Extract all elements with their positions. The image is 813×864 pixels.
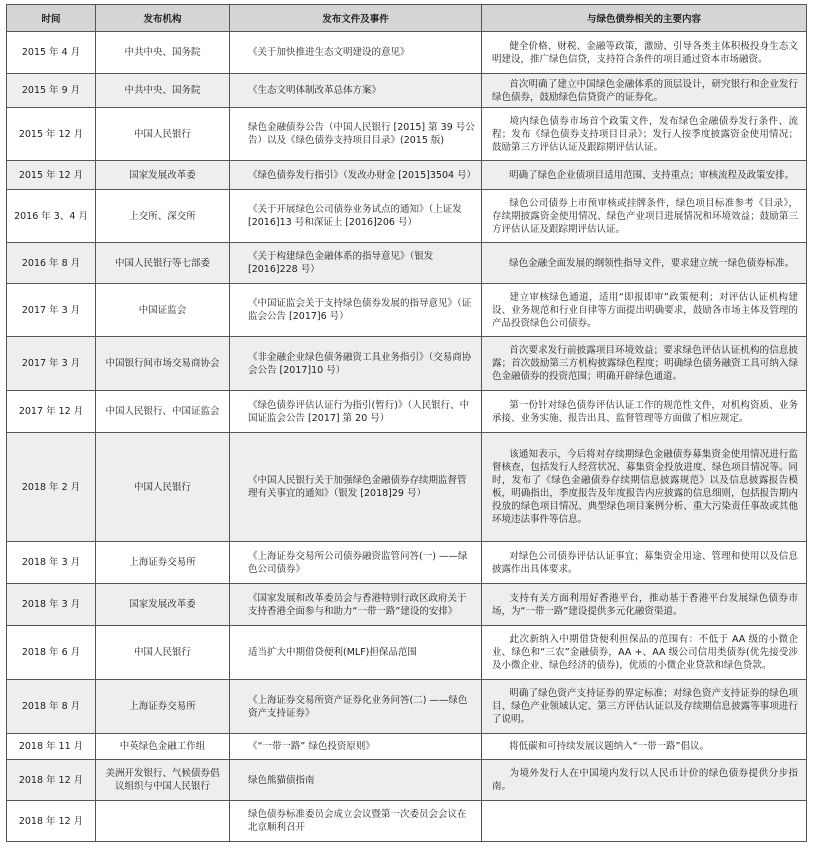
cell-time: 2018 年 11 月: [7, 734, 96, 760]
content-text: 为境外发行人在中国境内发行以人民币计价的绿色债券提供分步指南。: [492, 768, 798, 792]
cell-doc: 《非金融企业绿色债务融资工具业务指引》（交易商协会公告 [2017]10 号）: [230, 337, 482, 391]
content-text: 明确了绿色企业债项目适用范围、支持重点；审核流程及政策安排。: [509, 169, 795, 181]
cell-time: 2018 年 3 月: [7, 542, 96, 584]
cell-org: 中国人民银行: [96, 626, 230, 680]
cell-time: 2015 年 9 月: [7, 74, 96, 108]
cell-content: [482, 734, 807, 760]
table-row: [7, 74, 807, 108]
cell-doc: 《国家发展和改革委员会与香港特别行政区政府关于支持香港全面参与和助力“一带一路”建设的安排》: [230, 584, 482, 626]
cell-doc: 适当扩大中期借贷便利(MLF)担保品范围: [230, 626, 482, 680]
cell-time: 2017 年 3 月: [7, 337, 96, 391]
cell-doc: 《上海证券交易所资产证券化业务问答(二) ——绿色资产支持证券》: [230, 680, 482, 734]
cell-doc: 《绿色债券评估认证行为指引(暂行)》（人民银行、中国证监会公告 [2017] 第 20 号）: [230, 391, 482, 433]
cell-doc: 《绿色债券发行指引》（发改办财金 [2015]3504 号）: [230, 161, 482, 190]
cell-doc: 《“一带一路” 绿色投资原则》: [230, 734, 482, 760]
content-text: 绿色金融全面发展的纲领性指导文件，要求建立统一绿色债券标准。: [509, 257, 795, 269]
content-text: 绿色公司债券上市预审核或挂牌条件，绿色项目标准参考《目录》，存续期披露资金使用情况、绿色产业项目进展情况和环境效益；鼓励第三方评估认证及跟踪期评估认证。: [492, 197, 798, 235]
content-text: 对绿色公司债券评估认证事宜；募集资金用途、管理和使用以及信息披露作出具体要求。: [492, 550, 798, 575]
cell-content: [482, 391, 807, 433]
cell-doc: 《中国证监会关于支持绿色债券发展的指导意见》（证监会公告 [2017]6 号）: [230, 284, 482, 337]
header-time: 时间: [7, 5, 96, 32]
cell-content: [482, 284, 807, 337]
table-row: [7, 680, 807, 734]
table-row: [7, 734, 807, 760]
cell-content: [482, 801, 807, 842]
cell-doc: 《生态文明体制改革总体方案》: [230, 74, 482, 108]
cell-content: [482, 433, 807, 542]
content-text: 健全价格、财税、金融等政策，激励、引导各类主体积极投身生态文明建设，推广绿色信贷，支持符合条件的项目通过资本市场融资。: [492, 40, 798, 65]
content-text: 此次新纳入中期借贷便利担保品的范围有：不低于 AA 级的小微企业、绿色和“三农”金融债券，AA +、AA 级公司信用类债券(优先接受涉及小微企业、绿色经济的债券)，优质的小微企业贷款和绿色贷款。: [492, 634, 798, 671]
table-row: [7, 108, 807, 161]
content-text: 该通知表示，今后将对存续期绿色金融债券募集资金使用情况进行监督核查，包括发行人经营状况、募集资金投放进度、绿色项目情况等。同时，发布了《绿色金融债券存续期信息披露规范》以及信息披露报告模板，明确指出，季度报告及年度报告内应披露的信息细则，包括报告期内投放的绿色项目情况、典型绿色项目案例分析、重大污染责任事故或其他环境违法事件等信息。: [492, 449, 798, 525]
cell-time: 2018 年 2 月: [7, 433, 96, 542]
cell-time: 2015 年 4 月: [7, 32, 96, 74]
cell-content: [482, 243, 807, 284]
cell-content: [482, 74, 807, 108]
cell-time: 2015 年 12 月: [7, 161, 96, 190]
cell-doc: 《关于加快推进生态文明建设的意见》: [230, 32, 482, 74]
content-text: 首次要求发行前披露项目环境效益；要求绿色评估认证机构的信息披露；首次鼓励第三方机构披露绿色程度；明确绿色债务融资工具可纳入绿色金融债券的投资范围；明确开辟绿色通道。: [492, 345, 798, 382]
content-text: 支持有关方面利用好香港平台，推动基于香港平台发展绿色债券市场，为“一带一路”建设提供多元化融资渠道。: [492, 592, 798, 617]
cell-doc: 绿色熊猫债指南: [230, 760, 482, 801]
table-row: [7, 584, 807, 626]
cell-time: 2018 年 6 月: [7, 626, 96, 680]
cell-org: 上海证券交易所: [96, 680, 230, 734]
cell-time: 2016 年 8 月: [7, 243, 96, 284]
green-bond-policy-table: [6, 4, 807, 842]
cell-doc: 《关于开展绿色公司债券业务试点的通知》（上证发 [2016]13 号和深证上 [2016]206 号）: [230, 190, 482, 243]
cell-doc: 《中国人民银行关于加强绿色金融债券存续期监督管理有关事宜的通知》（银发 [2018]29 号）: [230, 433, 482, 542]
cell-content: [482, 584, 807, 626]
cell-time: 2018 年 8 月: [7, 680, 96, 734]
cell-org: 美洲开发银行、气候债券倡议组织与中国人民银行: [96, 760, 230, 801]
cell-doc: 《关于构建绿色金融体系的指导意见》（银发 [2016]228 号）: [230, 243, 482, 284]
cell-org: 中国人民银行: [96, 108, 230, 161]
cell-content: [482, 190, 807, 243]
cell-time: 2017 年 3 月: [7, 284, 96, 337]
header-doc: 发布文件及事件: [230, 5, 482, 32]
table-row: [7, 542, 807, 584]
content-text: 境内绿色债券市场首个政策文件，发布绿色金融债券发行条件、流程；发布《绿色债券支持项目目录》；发行人按季度披露资金使用情况；鼓励第三方评估认证及跟踪期评估认证。: [492, 115, 798, 153]
cell-org: 中共中央、国务院: [96, 74, 230, 108]
cell-doc: 《上海证券交易所公司债券融资监管问答(一) ——绿色公司债券》: [230, 542, 482, 584]
cell-org: 中国银行间市场交易商协会: [96, 337, 230, 391]
cell-content: [482, 108, 807, 161]
table-row: [7, 337, 807, 391]
content-text: 将低碳和可持续发展议题纳入“一带一路”倡议。: [509, 741, 709, 752]
cell-org: 上海证券交易所: [96, 542, 230, 584]
cell-time: 2018 年 3 月: [7, 584, 96, 626]
table-row: [7, 161, 807, 190]
cell-org: 国家发展改革委: [96, 584, 230, 626]
table-row: [7, 391, 807, 433]
cell-org: 上交所、深交所: [96, 190, 230, 243]
cell-content: [482, 760, 807, 801]
cell-doc: 绿色金融债券公告（中国人民银行 [2015] 第 39 号公告）以及《绿色债券支持项目目录》(2015 版): [230, 108, 482, 161]
cell-time: 2015 年 12 月: [7, 108, 96, 161]
table-row: [7, 190, 807, 243]
cell-org: [96, 801, 230, 842]
table-row: [7, 626, 807, 680]
cell-time: 2018 年 12 月: [7, 760, 96, 801]
table-row: [7, 433, 807, 542]
cell-content: [482, 161, 807, 190]
cell-doc: 绿色债券标准委员会成立会议暨第一次委员会会议在北京顺利召开: [230, 801, 482, 842]
cell-content: [482, 32, 807, 74]
table-row: [7, 32, 807, 74]
cell-org: 中国人民银行: [96, 433, 230, 542]
header-content: 与绿色债券相关的主要内容: [482, 5, 807, 32]
content-text: 明确了绿色资产支持证券的界定标准；对绿色资产支持证券的绿色项目、绿色产业领域认定、第三方评估认证以及存续期信息披露等事项进行了说明。: [492, 688, 798, 725]
table-header-row: [7, 5, 807, 32]
table-row: [7, 801, 807, 842]
cell-content: [482, 337, 807, 391]
table-row: [7, 243, 807, 284]
cell-org: 中国人民银行等七部委: [96, 243, 230, 284]
cell-org: 中共中央、国务院: [96, 32, 230, 74]
table-row: [7, 760, 807, 801]
table-row: [7, 284, 807, 337]
cell-content: [482, 680, 807, 734]
cell-org: 中英绿色金融工作组: [96, 734, 230, 760]
cell-org: 国家发展改革委: [96, 161, 230, 190]
table-body: [7, 32, 807, 842]
cell-time: 2018 年 12 月: [7, 801, 96, 842]
header-org: 发布机构: [96, 5, 230, 32]
cell-time: 2016 年 3、4 月: [7, 190, 96, 243]
cell-content: [482, 626, 807, 680]
cell-org: 中国证监会: [96, 284, 230, 337]
cell-time: 2017 年 12 月: [7, 391, 96, 433]
content-text: 首次明确了建立中国绿色金融体系的顶层设计，研究银行和企业发行绿色债券，鼓励绿色信贷资产的证券化。: [492, 78, 798, 103]
policy-table-container: [6, 4, 806, 842]
content-text: 建立审核绿色通道，适用“即报即审”政策便利；对评估认证机构建设、业务规范和行业自律等方面提出明确要求，鼓励各市场主体及管理的产品投资绿色公司债券。: [492, 291, 798, 329]
content-text: 第一份针对绿色债券评估认证工作的规范性文件，对机构资质、业务承接、业务实施、报告出具、监督管理等方面做了相应规定。: [492, 399, 798, 424]
cell-org: 中国人民银行、中国证监会: [96, 391, 230, 433]
cell-content: [482, 542, 807, 584]
